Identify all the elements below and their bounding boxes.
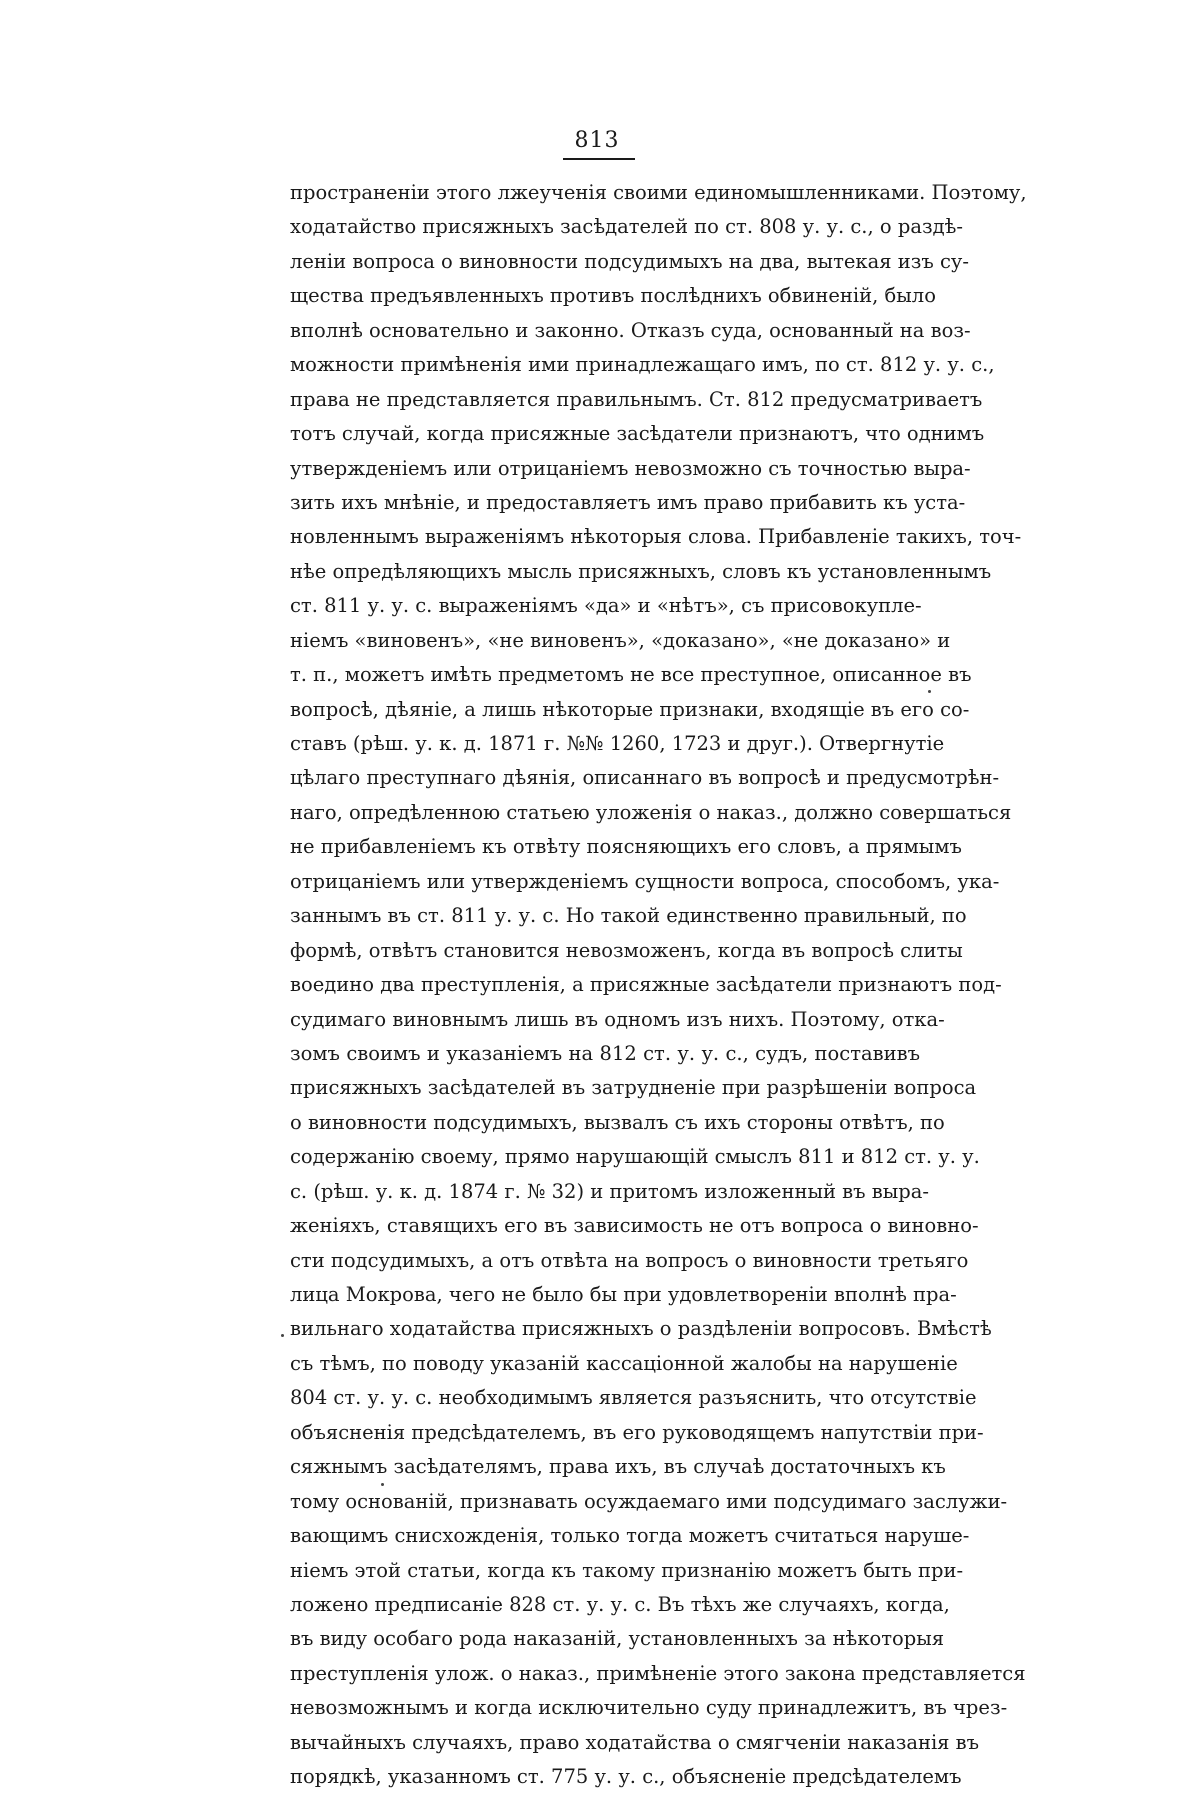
scan-speck — [281, 1334, 284, 1337]
text-line: пространенiи этого лжеученiя своими единомышленниками. Поэтому, — [290, 181, 1027, 204]
text-line: содержанiю своему, прямо нарушающiй смыслъ 811 и 812 ст. у. у. — [290, 1145, 980, 1169]
text-line: нiемъ «виновенъ», «не виновенъ», «доказано», «не доказано» и — [290, 628, 951, 652]
text-line: женiяхъ, ставящихъ его въ зависимость не отъ вопроса о виновно- — [290, 1214, 979, 1238]
page-number-rule — [563, 158, 635, 160]
text-line: тотъ случай, когда присяжные засѣдатели признаютъ, что однимъ — [290, 422, 985, 446]
text-line: ст. 811 у. у. с. выраженiямъ «да» и «нѣтъ», съ присовокупле- — [290, 594, 922, 618]
text-line: зить ихъ мнѣнiе, и предоставляетъ имъ право прибавить къ уста- — [290, 490, 966, 514]
text-line: вопросѣ, дѣянiе, а лишь нѣкоторые признаки, входящiе въ его со- — [290, 697, 970, 721]
text-line: вильнаго ходатайства присяжныхъ о раздѣленiи вопросовъ. Вмѣстѣ — [290, 1317, 992, 1341]
text-line: можности примѣненiя ими принадлежащаго имъ, по ст. 812 у. у. с., — [290, 353, 995, 377]
text-line: сяжнымъ засѣдателямъ, права ихъ, въ случаѣ достаточныхъ къ — [290, 1455, 946, 1479]
text-line: цѣлаго преступнаго дѣянiя, описаннаго въ вопросѣ и предусмотрѣн- — [290, 766, 1000, 790]
text-line: тому основанiй, признавать осуждаемаго ими подсудимаго заслужи- — [290, 1489, 1008, 1513]
text-line: ложено предписанiе 828 ст. у. у. с. Въ тѣхъ же случаяхъ, когда, — [290, 1592, 950, 1616]
text-line: не прибавленiемъ къ отвѣту поясняющихъ его словъ, а прямымъ — [290, 835, 962, 859]
text-line: о виновности подсудимыхъ, вызвалъ съ ихъ стороны отвѣтъ, по — [290, 1110, 945, 1134]
text-line: наго, опредѣленною статьею уложенiя о наказ., должно совершаться — [290, 800, 1012, 824]
text-line: невозможнымъ и когда исключительно суду принадлежитъ, въ чрез- — [290, 1696, 1008, 1720]
text-line: 804 ст. у. у. с. необходимымъ является разъяснить, что отсутствiе — [290, 1386, 977, 1410]
text-line: судимаго виновнымъ лишь въ одномъ изъ нихъ. Поэтому, отка- — [290, 1007, 945, 1031]
text-line: нiемъ этой статьи, когда къ такому признанiю можетъ быть при- — [290, 1558, 964, 1582]
text-line: ставъ (рѣш. у. к. д. 1871 г. №№ 1260, 1723 и друг.). Отвергнутiе — [290, 732, 945, 755]
text-line: съ тѣмъ, по поводу указанiй кассацiонной жалобы на нарушенiе — [290, 1351, 958, 1375]
text-line: отрицанiемъ или утвержденiемъ сущности вопроса, способомъ, ука- — [290, 869, 1000, 893]
text-line: сти подсудимыхъ, а отъ отвѣта на вопросъ о виновности третьяго — [290, 1248, 969, 1272]
text-line: зомъ своимъ и указанiемъ на 812 ст. у. у. с., судъ, поставивъ — [290, 1041, 920, 1065]
text-line: ленiи вопроса о виновности подсудимыхъ на два, вытекая изъ су- — [290, 249, 969, 273]
text-line: права не представляется правильнымъ. Ст. 812 предусматриваетъ — [290, 387, 983, 411]
text-line: вычайныхъ случаяхъ, право ходатайства о смягченiи наказанiя въ — [290, 1730, 980, 1754]
text-line: формѣ, отвѣтъ становится невозможенъ, когда въ вопросѣ слиты — [290, 938, 963, 962]
text-line: порядкѣ, указанномъ ст. 775 у. у. с., объясненiе предсѣдателемъ — [290, 1765, 962, 1789]
text-line: вающимъ снисхожденiя, только тогда можетъ считаться наруше- — [290, 1524, 970, 1548]
body-text — [290, 176, 1027, 1795]
scan-speck — [928, 690, 931, 693]
scan-speck — [381, 1483, 384, 1486]
text-line: щества предъявленныхъ противъ послѣднихъ обвиненiй, было — [290, 284, 936, 308]
text-line: воедино два преступленiя, а присяжные засѣдатели признаютъ под- — [290, 973, 1002, 997]
text-line: ходатайство присяжныхъ засѣдателей по ст. 808 у. у. с., о раздѣ- — [290, 215, 963, 239]
text-line: новленнымъ выраженiямъ нѣкоторыя слова. Прибавленiе такихъ, точ- — [290, 525, 1022, 549]
text-line: вполнѣ основательно и законно. Отказъ суда, основанный на воз- — [290, 318, 971, 342]
text-line: лица Мокрова, чего не было бы при удовлетворенiи вполнѣ пра- — [290, 1283, 957, 1306]
text-line: преступленiя улож. о наказ., примѣненiе этого закона представляется — [290, 1661, 1026, 1685]
text-line: въ виду особаго рода наказанiй, установленныхъ за нѣкоторыя — [290, 1627, 945, 1651]
text-line: присяжныхъ засѣдателей въ затрудненiе при разрѣшенiи вопроса — [290, 1076, 977, 1100]
text-line: заннымъ въ ст. 811 у. у. с. Но такой единственно правильный, по — [290, 904, 967, 928]
text-line: нѣе опредѣляющихъ мысль присяжныхъ, словъ къ установленнымъ — [290, 559, 992, 583]
text-line: утвержденiемъ или отрицанiемъ невозможно съ точностью выра- — [290, 456, 971, 480]
text-line: объясненiя предсѣдателемъ, въ его руководящемъ напутствiи при- — [290, 1420, 984, 1444]
page-number: 813 — [574, 128, 620, 153]
text-line: т. п., можетъ имѣть предметомъ не все преступное, описанное въ — [290, 663, 972, 687]
text-line: с. (рѣш. у. к. д. 1874 г. № 32) и притомъ изложенный въ выра- — [290, 1179, 929, 1203]
